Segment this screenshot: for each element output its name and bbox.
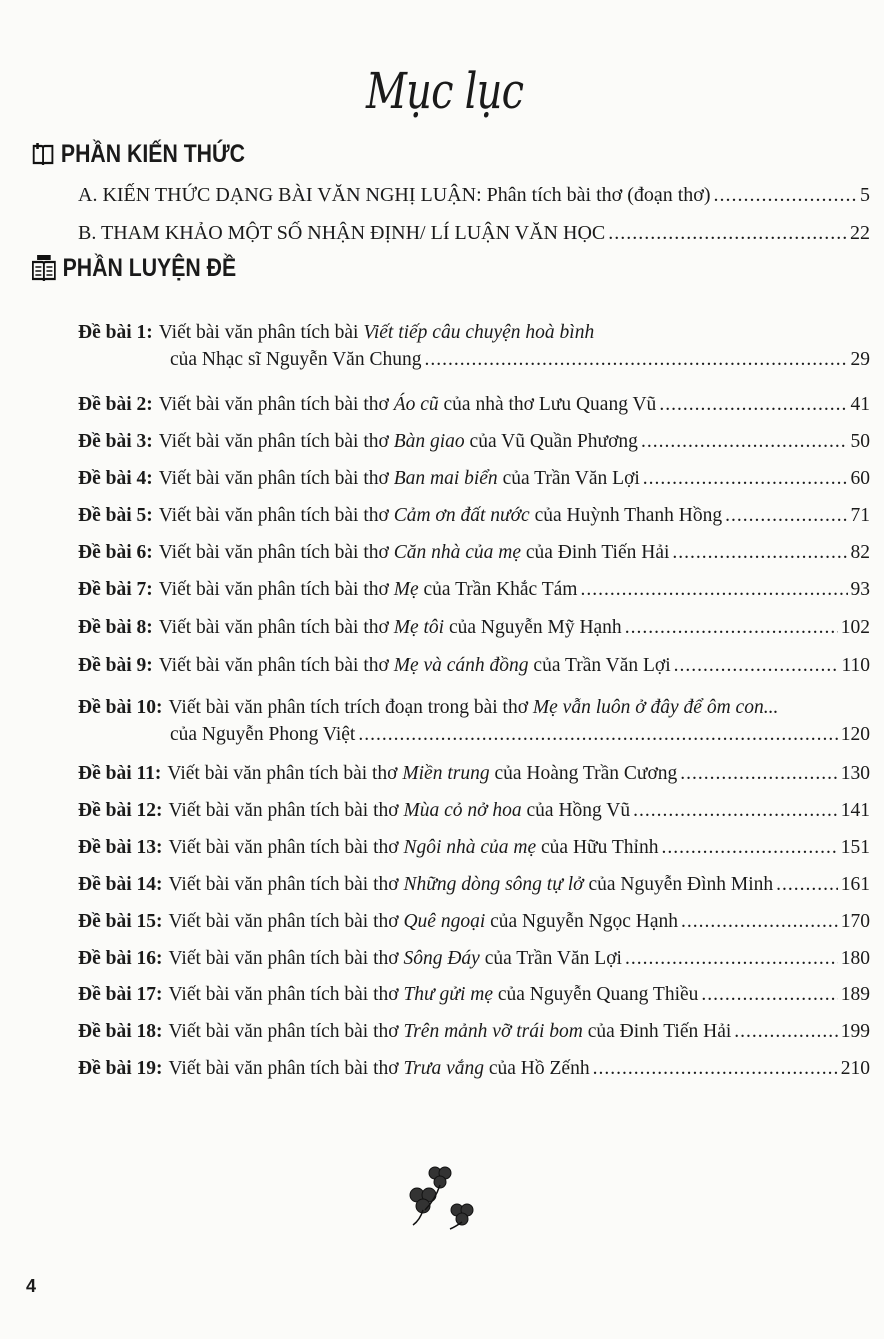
page-ref: 93: [850, 579, 870, 600]
toc-entry: [78, 697, 870, 719]
work-title: Bàn giao: [393, 431, 465, 452]
entry-prefix: Viết bài văn phân tích bài thơ: [168, 1058, 404, 1079]
entry-text: [169, 1058, 590, 1080]
work-title: Mẹ vẫn luôn ở đây để ôm con...: [532, 697, 779, 718]
dot-leader: [680, 763, 837, 785]
entry-prefix: Viết bài văn phân tích bài thơ: [158, 431, 394, 452]
entry-suffix: của Trần Văn Lợi: [497, 468, 640, 489]
page-ref: 5: [860, 184, 870, 206]
dot-leader: [776, 874, 838, 896]
toc-entry: [78, 1021, 870, 1043]
dot-leader: [580, 579, 847, 601]
entry-text: B. THAM KHẢO MỘT SỐ NHẬN ĐỊNH/ LÍ LUẬN VĂN HỌC: [78, 222, 606, 244]
page-ref: 60: [850, 468, 870, 489]
dot-leader: [358, 724, 837, 746]
entry-text: [169, 911, 679, 933]
dot-leader: [593, 1058, 838, 1080]
page-ref: 50: [850, 431, 870, 452]
work-title: Những dòng sông tự lở: [403, 874, 584, 895]
work-title: Mẹ: [393, 579, 419, 600]
entry-text: A. KIẾN THỨC DẠNG BÀI VĂN NGHỊ LUẬN: Phân tích bài thơ (đoạn thơ): [78, 184, 711, 206]
entry-suffix: của nhà thơ Lưu Quang Vũ: [438, 394, 657, 415]
dot-leader: [734, 1021, 837, 1043]
entry-prefix: Viết bài văn phân tích bài thơ: [167, 763, 403, 784]
work-title: Miền trung: [402, 763, 490, 784]
entry-text: [159, 579, 578, 601]
page-ref: 110: [841, 655, 870, 676]
entry-label: Đề bài 19:: [78, 1058, 163, 1079]
entry-text: của Nguyễn Phong Việt: [170, 724, 356, 745]
entry-label: Đề bài 4:: [78, 468, 153, 489]
entry-label: Đề bài 2:: [78, 394, 153, 415]
entry-prefix: Viết bài văn phân tích trích đoạn trong bài thơ: [168, 697, 533, 718]
entry-suffix: của Trần Khắc Tám: [418, 579, 578, 600]
entry-suffix: của Vũ Quần Phương: [464, 431, 638, 452]
entry-prefix: Viết bài văn phân tích bài thơ: [168, 874, 404, 895]
section-heading-kien-thuc: PHẦN KIẾN THỨC: [32, 140, 245, 169]
toc-entry: [78, 394, 870, 416]
entry-suffix: của Đinh Tiến Hải: [520, 542, 670, 563]
section-heading-luyen-de: PHẦN LUYỆN ĐỀ: [32, 254, 236, 283]
page-number: 4: [26, 1276, 37, 1296]
work-title: Quê ngoại: [403, 911, 486, 932]
entry-text: [159, 505, 722, 527]
page-ref: 22: [850, 222, 870, 244]
page-ref: 82: [850, 542, 870, 563]
entry-label: Đề bài 5:: [78, 505, 153, 526]
toc-entry: [78, 911, 870, 933]
dot-leader: [625, 948, 838, 970]
entry-suffix: của Nguyễn Quang Thiều: [492, 984, 699, 1005]
work-title: Sông Đáy: [403, 948, 480, 969]
entry-text: [159, 394, 657, 416]
entry-label: Đề bài 8:: [78, 617, 153, 638]
dot-leader: [701, 984, 837, 1006]
entry-text: [169, 948, 622, 970]
entry-label: Đề bài 9:: [78, 655, 153, 676]
entry-label: Đề bài 14:: [78, 874, 163, 895]
entry-label: Đề bài 3:: [78, 431, 153, 452]
entry-suffix: của Đinh Tiến Hải: [582, 1021, 732, 1042]
toc-entry: [78, 948, 870, 970]
page-ref: 141: [840, 800, 870, 821]
entry-suffix: của Hồng Vũ: [521, 800, 631, 821]
entry-label: Đề bài 7:: [78, 579, 153, 600]
toc-entry: [78, 617, 870, 639]
entry-suffix: của Nguyễn Mỹ Hạnh: [444, 617, 622, 638]
toc-entry: [78, 431, 870, 453]
entry-label: Đề bài 12:: [78, 800, 163, 821]
entry-prefix: Viết bài văn phân tích bài thơ: [158, 617, 394, 638]
toc-entry: [78, 579, 870, 601]
toc-entry: [78, 655, 870, 677]
dot-leader: [659, 394, 847, 416]
entry-text: [169, 837, 659, 859]
dot-leader: [674, 655, 839, 677]
entry-label: Đề bài 17:: [78, 984, 163, 1005]
entry-suffix: của Hoàng Trần Cương: [489, 763, 678, 784]
toc-entry: [78, 1058, 870, 1080]
page-ref: 29: [850, 349, 870, 370]
entry-label: Đề bài 15:: [78, 911, 163, 932]
entry-label: Đề bài 6:: [78, 542, 153, 563]
entry-prefix: Viết bài văn phân tích bài thơ: [168, 948, 404, 969]
work-title: Trưa vắng: [403, 1058, 484, 1079]
entry-label: Đề bài 10:: [78, 697, 163, 718]
entry-text: [167, 763, 677, 785]
clover-icon: [405, 1165, 480, 1235]
toc-entry: [78, 222, 870, 245]
work-title: Ngôi nhà của mẹ: [403, 837, 537, 858]
work-title: Mẹ tôi: [393, 617, 445, 638]
entry-suffix: của Trần Văn Lợi: [528, 655, 671, 676]
work-title: Ban mai biển: [393, 468, 498, 489]
entry-prefix: Viết bài văn phân tích bài thơ: [168, 837, 404, 858]
work-title: Áo cũ: [393, 394, 439, 415]
dot-leader: [633, 800, 838, 822]
entry-prefix: Viết bài văn phân tích bài thơ: [168, 911, 404, 932]
toc-entry: [78, 468, 870, 490]
entry-prefix: Viết bài văn phân tích bài thơ: [158, 468, 394, 489]
entry-prefix: Viết bài văn phân tích bài thơ: [168, 800, 404, 821]
page-ref: 130: [840, 763, 870, 784]
toc-entry-continuation: [170, 724, 870, 746]
entry-label: Đề bài 11:: [78, 763, 162, 784]
toc-entry: [78, 505, 870, 527]
dot-leader: [725, 505, 847, 527]
entry-label: Đề bài 1:: [78, 322, 153, 343]
page-ref: 41: [850, 394, 870, 415]
entry-label: Đề bài 13:: [78, 837, 163, 858]
dot-leader: [608, 222, 847, 245]
work-title: Trên mảnh vỡ trái bom: [403, 1021, 583, 1042]
dot-leader: [714, 184, 857, 207]
entry-suffix: của Nguyễn Đình Minh: [583, 874, 774, 895]
open-book-icon: [32, 143, 54, 167]
entry-prefix: Viết bài văn phân tích bài thơ: [168, 1021, 404, 1042]
entry-text: của Nhạc sĩ Nguyễn Văn Chung: [170, 349, 422, 370]
entry-prefix: Viết bài văn phân tích bài thơ: [168, 984, 404, 1005]
page-ref: 102: [840, 617, 870, 638]
entry-text: [169, 984, 699, 1006]
entry-prefix: Viết bài văn phân tích bài thơ: [158, 394, 394, 415]
work-title: Căn nhà của mẹ: [393, 542, 521, 563]
toc-entry: [78, 184, 870, 207]
entry-text: [169, 1021, 732, 1043]
dot-leader: [643, 468, 848, 490]
page-ref: 199: [840, 1021, 870, 1042]
entry-prefix: Viết bài văn phân tích bài thơ: [158, 655, 394, 676]
work-title: Mẹ và cánh đồng: [393, 655, 529, 676]
toc-entry: [78, 800, 870, 822]
toc-entry: [78, 322, 870, 344]
entry-prefix: Viết bài văn phân tích bài thơ: [158, 505, 394, 526]
entry-suffix: của Nguyễn Ngọc Hạnh: [485, 911, 679, 932]
page-ref: 161: [840, 874, 870, 895]
entry-text: [159, 431, 638, 453]
entry-prefix: Viết bài văn phân tích bài thơ: [158, 542, 394, 563]
entry-suffix: của Trần Văn Lợi: [479, 948, 622, 969]
entry-text: [169, 800, 631, 822]
page-ref: 170: [840, 911, 870, 932]
toc-entry: [78, 542, 870, 564]
entry-text: [159, 617, 622, 639]
entry-suffix: của Hữu Thỉnh: [536, 837, 659, 858]
dot-leader: [424, 349, 847, 371]
entry-text: [159, 322, 594, 344]
dot-leader: [625, 617, 838, 639]
page-ref: 71: [850, 505, 870, 526]
entry-text: [169, 697, 779, 719]
page-ref: 189: [840, 984, 870, 1005]
entry-label: Đề bài 18:: [78, 1021, 163, 1042]
entry-suffix: của Hồ Zếnh: [483, 1058, 590, 1079]
entry-text: [169, 874, 774, 896]
dot-leader: [661, 837, 837, 859]
toc-entry-continuation: [170, 349, 870, 371]
dot-leader: [681, 911, 838, 933]
entry-suffix: của Huỳnh Thanh Hồng: [529, 505, 723, 526]
toc-entry: [78, 874, 870, 896]
entry-text: [159, 542, 670, 564]
book-stack-icon: [32, 255, 56, 283]
entry-label: Đề bài 16:: [78, 948, 163, 969]
toc-entry: [78, 763, 870, 785]
page-ref: 151: [840, 837, 870, 858]
entry-text: [159, 655, 671, 677]
work-title: Mùa cỏ nở hoa: [403, 800, 522, 821]
dot-leader: [641, 431, 848, 453]
entry-prefix: Viết bài văn phân tích bài thơ: [158, 579, 394, 600]
dot-leader: [672, 542, 847, 564]
page-ref: 180: [840, 948, 870, 969]
work-title: Viết tiếp câu chuyện hoà bình: [363, 322, 595, 343]
entry-text: [159, 468, 640, 490]
entry-prefix: Viết bài văn phân tích bài: [158, 322, 364, 343]
work-title: Cảm ơn đất nước: [393, 505, 530, 526]
work-title: Thư gửi mẹ: [403, 984, 493, 1005]
page-ref: 120: [840, 724, 870, 745]
toc-entry: [78, 984, 870, 1006]
toc-entry: [78, 837, 870, 859]
page-ref: 210: [840, 1058, 870, 1079]
page-title: Mục lục: [366, 62, 524, 120]
